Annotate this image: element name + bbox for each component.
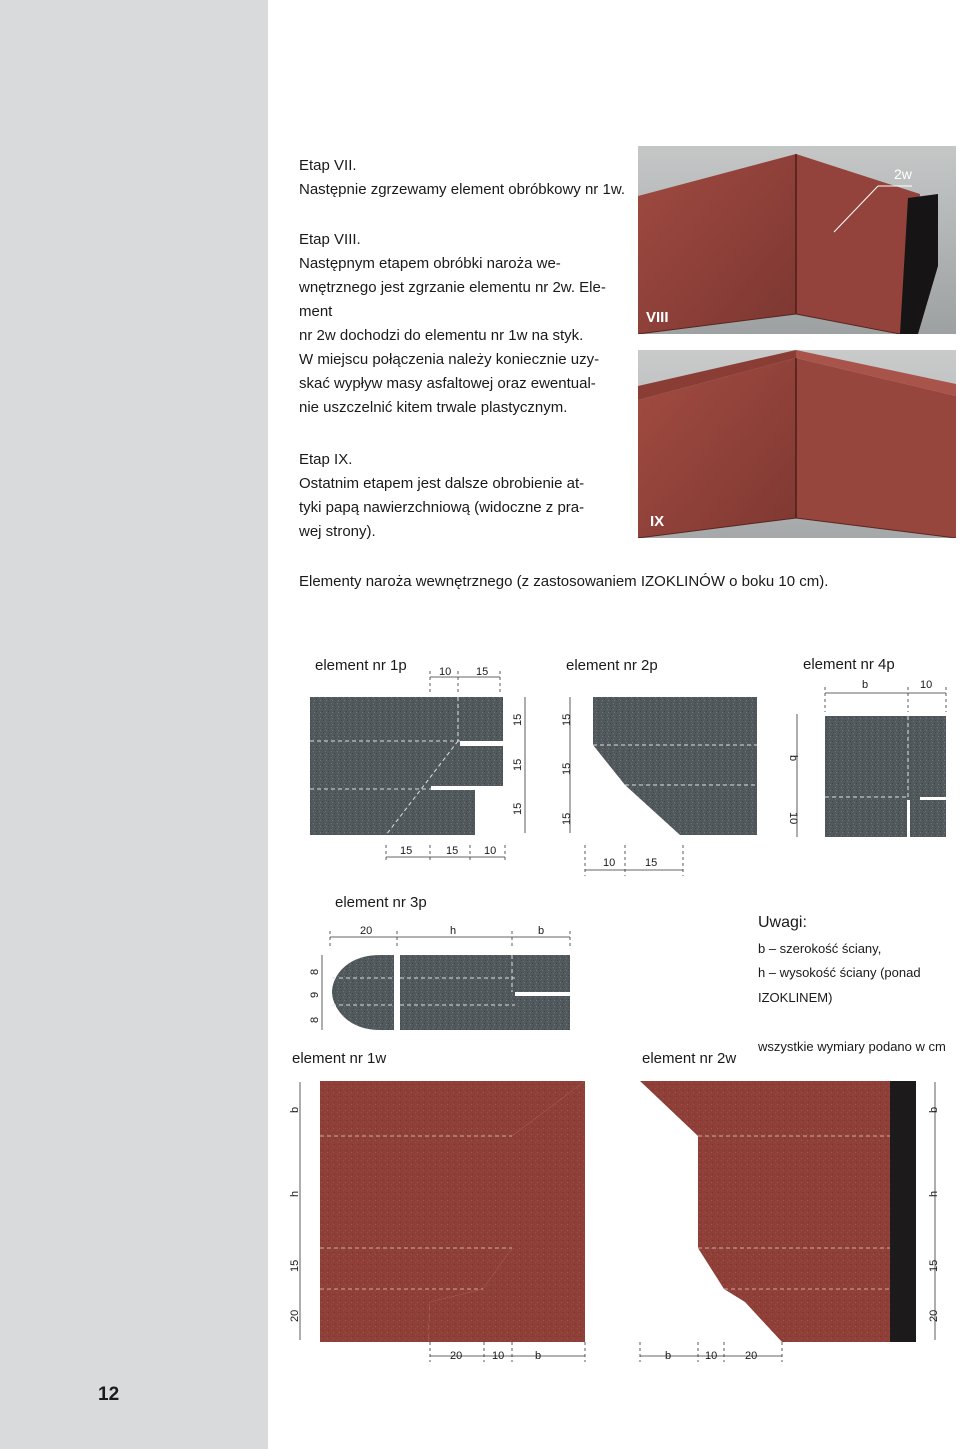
- etap7-line-1: Następnie zgrzewamy element obróbkowy nr 1w.: [299, 181, 625, 198]
- dim-1w-bottom-2: 10: [492, 1350, 505, 1362]
- dim-1p-top-1: 10: [439, 666, 452, 678]
- dim-1w-side-2: h: [289, 1190, 301, 1197]
- element-4p-title: element nr 4p: [803, 656, 895, 673]
- dim-3p-top-2: h: [450, 925, 457, 937]
- etap8-title: Etap VIII.: [299, 231, 361, 248]
- etap9-line-2: tyki papą nawierzchniową (widoczne z pra-: [299, 499, 585, 516]
- element-2w-title: element nr 2w: [642, 1050, 737, 1067]
- dim-2w-side-4: 20: [928, 1309, 940, 1322]
- element-2p-shape: [593, 697, 757, 835]
- dim-1p-bottom-1: 15: [400, 845, 413, 857]
- dim-2p-bottom-1: 10: [603, 857, 616, 869]
- element-2p-title: element nr 2p: [566, 657, 658, 674]
- etap9-title: Etap IX.: [299, 451, 353, 468]
- dim-2w-bottom-3: 20: [745, 1350, 758, 1362]
- dim-2w-bottom-2: 10: [705, 1350, 718, 1362]
- notes-line-3: IZOKLINEM): [758, 990, 833, 1005]
- etap8-line-6: skać wypływ masy asfaltowej oraz ewentual-: [299, 375, 596, 392]
- dim-2p-side-3: 15: [561, 812, 573, 825]
- etap8-line-2: wnętrznego jest zgrzanie elementu nr 2w. Ele-: [299, 279, 606, 296]
- section-heading: Elementy naroża wewnętrznego (z zastosowaniem IZOKLINÓW o boku 10 cm).: [299, 573, 829, 590]
- etap9-line-1: Ostatnim etapem jest dalsze obrobienie at-: [299, 475, 585, 492]
- dim-4p-top-2: 10: [920, 679, 933, 691]
- element-2w-shape: [640, 1081, 916, 1342]
- dim-3p-top-1: 20: [360, 925, 373, 937]
- element-3p-title: element nr 3p: [335, 894, 427, 911]
- element-3p-shape: [332, 955, 570, 1030]
- dim-1w-bottom-3: b: [535, 1350, 542, 1362]
- notes-line-1: b – szerokość ściany,: [758, 941, 882, 956]
- dim-4p-top-1: b: [862, 679, 869, 691]
- etap8-line-4: nr 2w dochodzi do elementu nr 1w na styk.: [299, 327, 584, 344]
- dim-3p-side-3: 8: [309, 1016, 321, 1023]
- dim-1p-side-1: 15: [512, 713, 524, 726]
- element-1p-title: element nr 1p: [315, 657, 407, 674]
- dim-4p-side-1: b: [787, 755, 799, 762]
- etap7-title: Etap VII.: [299, 157, 357, 174]
- dim-1w-side-3: 15: [289, 1259, 301, 1272]
- element-4p-shape: [825, 716, 946, 837]
- dim-2p-side-2: 15: [561, 762, 573, 775]
- page-number: 12: [98, 1384, 120, 1405]
- notes-title: Uwagi:: [758, 914, 807, 931]
- photo-viii-label: VIII: [646, 309, 669, 326]
- dim-2p-side-1: 15: [561, 713, 573, 726]
- dim-3p-side-1: 8: [309, 968, 321, 975]
- etap8-line-7: nie uszczelnić kitem trwale plastycznym.: [299, 399, 568, 416]
- dim-4p-side-2: 10: [787, 812, 799, 825]
- dim-1p-bottom-2: 15: [446, 845, 459, 857]
- dim-3p-side-2: 9: [309, 991, 321, 998]
- dim-1p-side-2: 15: [512, 758, 524, 771]
- notes-footer: wszystkie wymiary podano w cm: [758, 1039, 946, 1054]
- dim-1p-side-3: 15: [512, 802, 524, 815]
- dim-3p-top-3: b: [538, 925, 545, 937]
- dim-1w-side-1: b: [289, 1106, 301, 1113]
- dim-2w-side-2: h: [928, 1190, 940, 1197]
- element-1p-shape: [310, 697, 503, 835]
- etap9-line-3: wej strony).: [299, 523, 376, 540]
- element-1w-shape: [320, 1081, 585, 1342]
- etap8-line-5: W miejscu połączenia należy koniecznie uzy-: [299, 351, 600, 368]
- dim-1w-bottom-1: 20: [450, 1350, 463, 1362]
- dim-2w-bottom-1: b: [665, 1350, 672, 1362]
- dim-1p-bottom-3: 10: [484, 845, 497, 857]
- etap8-line-1: Następnym etapem obróbki naroża we-: [299, 255, 561, 272]
- element-2w-black-strip: [890, 1081, 916, 1342]
- photo-viii-callout: 2w: [894, 166, 912, 182]
- photo-ix-label: IX: [650, 513, 665, 530]
- dim-2w-side-3: 15: [928, 1259, 940, 1272]
- notes-line-2: h – wysokość ściany (ponad: [758, 965, 921, 980]
- element-1w-title: element nr 1w: [292, 1050, 387, 1067]
- etap8-line-3: ment: [299, 303, 333, 320]
- dim-1w-side-4: 20: [289, 1309, 301, 1322]
- dim-2w-side-1: b: [928, 1106, 940, 1113]
- dim-2p-bottom-2: 15: [645, 857, 658, 869]
- dim-1p-top-2: 15: [476, 666, 489, 678]
